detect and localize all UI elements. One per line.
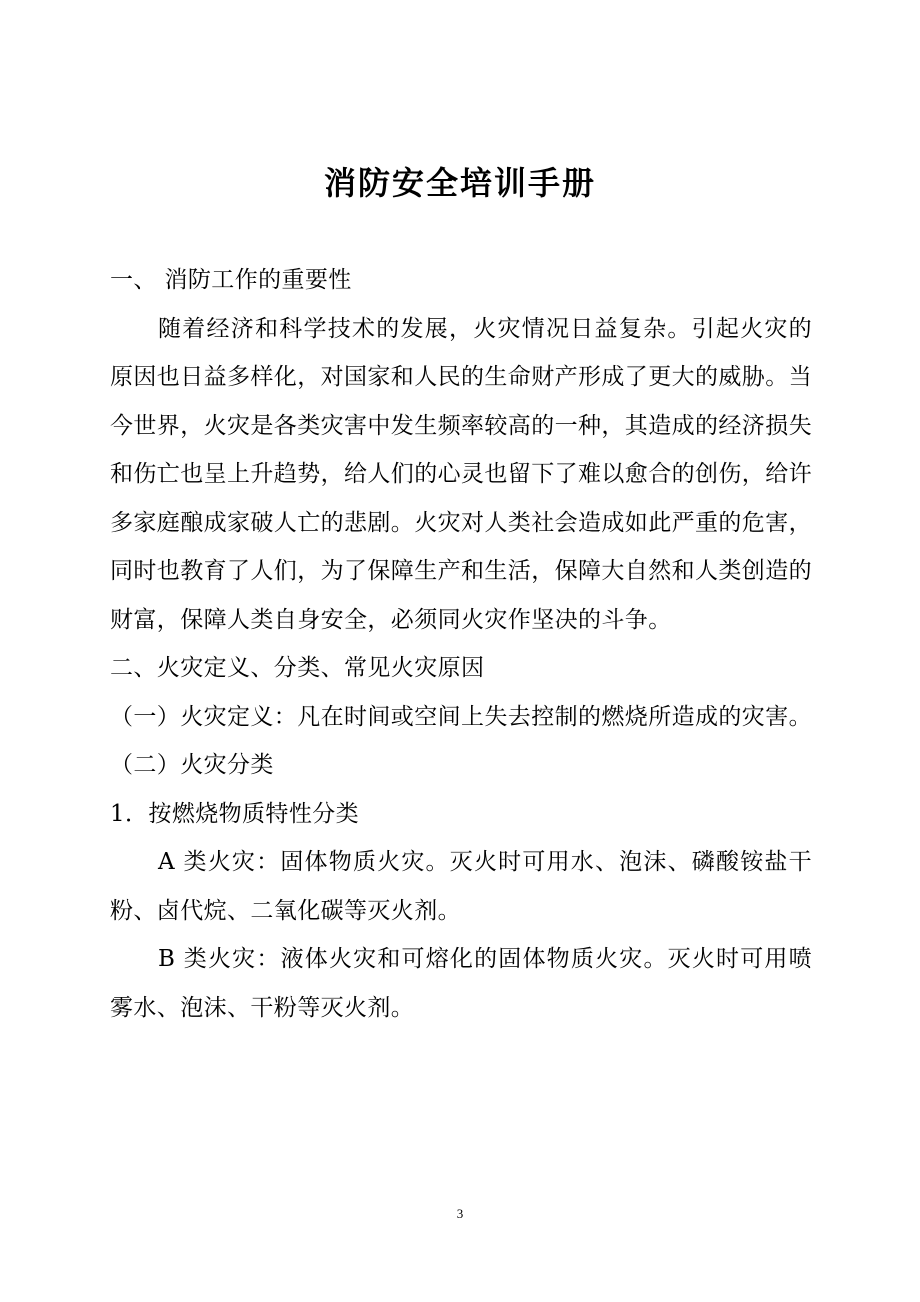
section-heading-2: 二、火灾定义、分类、常见火灾原因	[110, 655, 485, 681]
page-number: 3	[456, 1206, 464, 1221]
document-body	[110, 256, 812, 1032]
section-heading-1: 一、 消防工作的重要性	[110, 267, 352, 293]
body-paragraph-importance: 随着经济和科学技术的发展，火灾情况日益复杂。引起火灾的原因也日益多样化，对国家和人民的生命财产形成了更大的威胁。当今世界，火灾是各类灾害中发生频率较高的一种，其造成的经济损失和伤亡也呈上升趋势，给人们的心灵也留下了难以愈合的创伤，给许多家庭酿成家破人亡的悲剧。火灾对人类社会造成如此严重的危害，同时也教育了人们，为了保障生产和生活，保障大自然和人类创造的财富，保障人类自身安全，必须同火灾作坚决的斗争。	[110, 315, 812, 633]
class-a-fire-paragraph: A 类火灾：固体物质火灾。灭火时可用水、泡沫、磷酸铵盐干粉、卤代烷、二氧化碳等灭火剂。	[110, 849, 812, 924]
subsection-heading-classification: （二）火灾分类	[110, 752, 274, 778]
fire-definition-paragraph: （一）火灾定义：凡在时间或空间上失去控制的燃烧所造成的灾害。	[110, 703, 812, 730]
numbered-item-1: 1．按燃烧物质特性分类	[110, 800, 360, 827]
document-title: 消防安全培训手册	[323, 164, 596, 202]
class-b-fire-paragraph: B 类火灾：液体火灾和可熔化的固体物质火灾。灭火时可用喷雾水、泡沫、干粉等灭火剂。	[110, 946, 812, 1021]
